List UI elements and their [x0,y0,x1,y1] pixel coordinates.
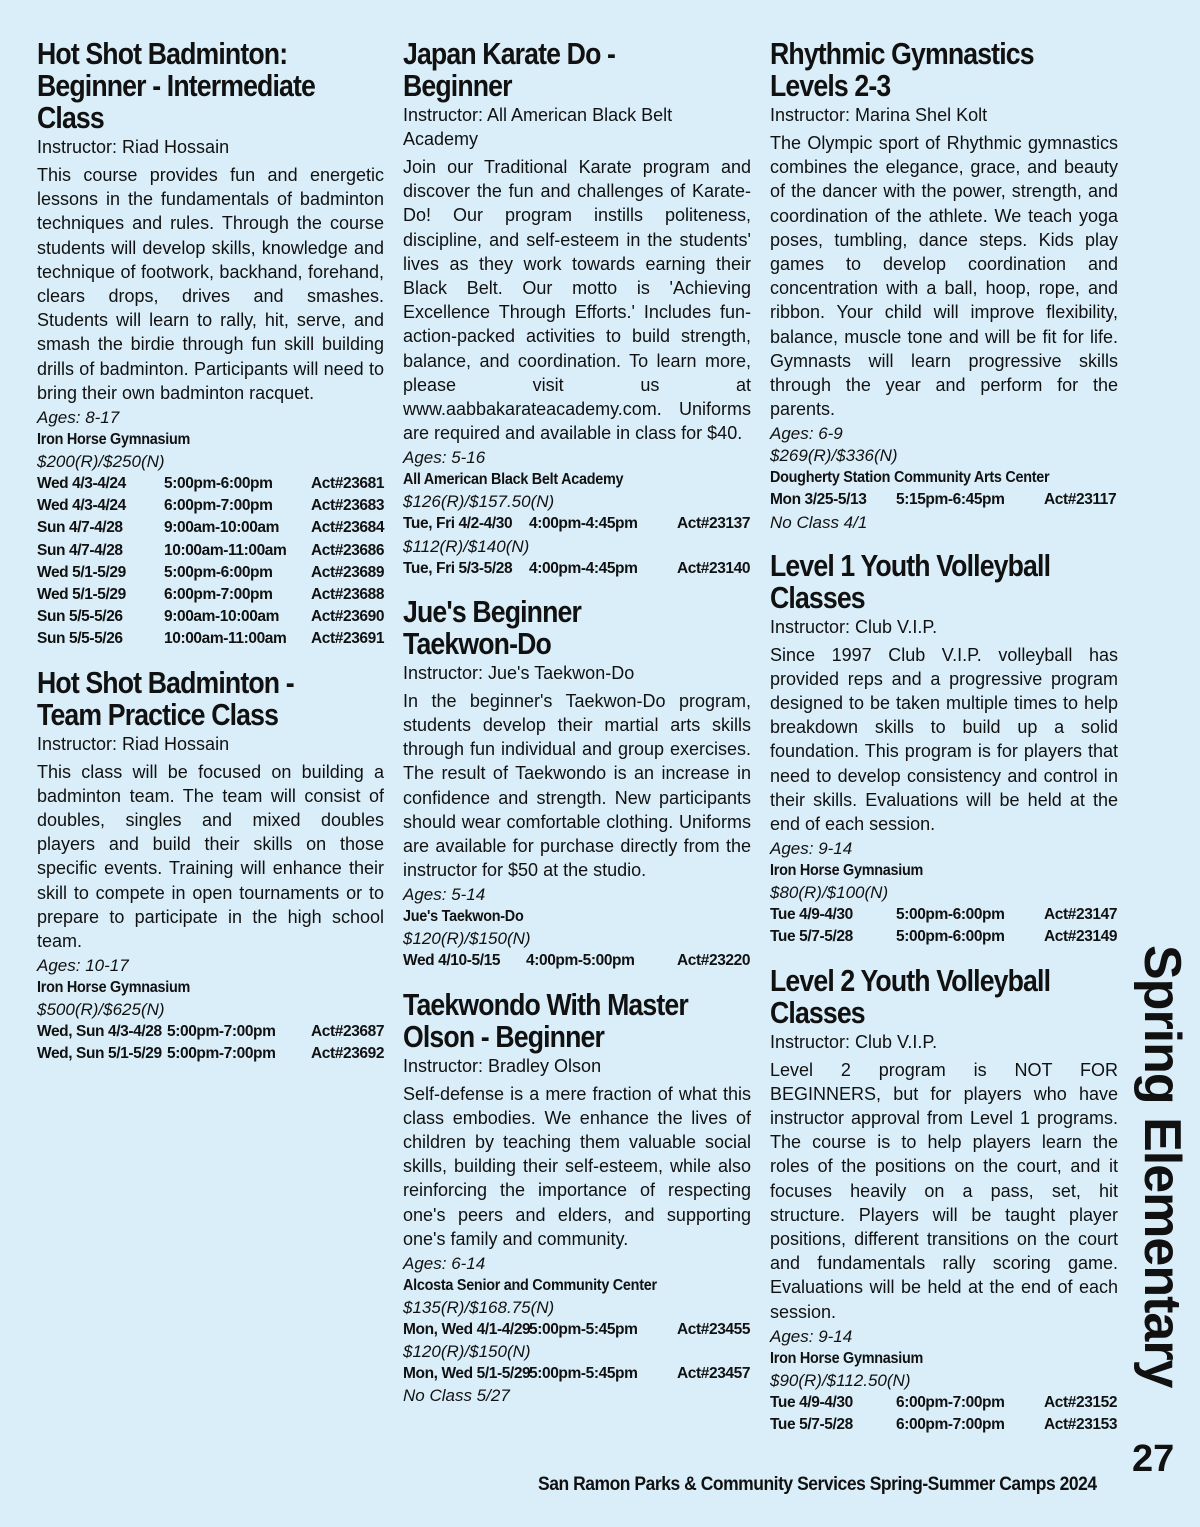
schedule-act: Act#23687 [311,1023,385,1041]
schedule-days: Wed 4/10-5/15 [403,952,501,970]
class-title-line: Class [37,100,104,135]
class-title-line: Level 1 Youth Volleyball [770,547,1051,583]
schedule-row [37,495,384,517]
price: $135(R)/$168.75(N) [403,1298,555,1318]
schedule-row [770,1392,1118,1414]
class-title-line: Jue's Beginner [403,593,582,629]
class-listing [37,38,384,651]
schedule-row [37,562,384,584]
schedule-act: Act#23684 [311,519,385,537]
schedule-days: Wed, Sun 5/1-5/29 [37,1045,162,1063]
schedule-row [37,517,384,539]
schedule-time: 10:00am-11:00am [164,630,287,648]
schedule-days: Sun 5/5-5/26 [37,608,123,626]
schedule-days: Tue 4/9-4/30 [770,1393,853,1411]
schedule-row [403,1319,751,1341]
price: $500(R)/$625(N) [37,1000,165,1020]
schedule-time: 10:00am-11:00am [164,541,287,559]
class-description: Level 2 program is NOT FOR BEGINNERS, but for players who have instructor approval from Level 1 programs. The course is to help players learn the roles of the positions on the court, and it focuses heavily on a pass, set, hit structure. Players will be taught player positions, different transitions on the court and fundamentals rally scoring game. Evaluations will be held at the end of each session. [770,1059,1118,1322]
instructor: Instructor: Riad Hossain [37,137,230,157]
schedule-row [37,1021,384,1043]
schedule-act: Act#23688 [311,585,385,603]
class-title-line: Team Practice Class [37,696,279,732]
schedule-row [37,628,384,650]
column-1 [37,38,384,1066]
class-title-line: Hot Shot Badminton - [37,664,294,700]
schedule-time: 4:00pm-4:45pm [529,559,638,577]
location: Alcosta Senior and Community Center [403,1277,657,1295]
schedule-act: Act#23692 [311,1045,385,1063]
class-title-line: Olson - Beginner [403,1018,605,1054]
class-title [403,38,750,102]
ages: Ages: 6-9 [770,424,843,444]
schedule-time: 5:00pm-7:00pm [167,1045,276,1063]
class-title-line: Taekwondo With Master [403,986,688,1022]
schedule-days: Sun 5/5-5/26 [37,630,123,648]
class-title [37,38,383,134]
schedule-days: Wed, Sun 4/3-4/28 [37,1023,162,1041]
class-description: In the beginner's Taekwon-Do program, students develop their martial arts skills through fun individual and group exercises. The result of Taekwondo is an increase in confidence and strength. New participants should wear comfortable clothing. Uniforms are available for purchase directly from the instructor for $50 at the studio. [403,690,751,881]
class-description: Since 1997 Club V.I.P. volleyball has provided reps and a progressive program designed to be taken multiple times to help breakdown skills to build up a solid foundation. This program is for players that need to develop consistency and control in their skills. Evaluations will be held at the end of each session. [770,644,1118,835]
instructor: Instructor: Jue's Taekwon-Do [403,662,635,683]
schedule-days: Wed 4/3-4/24 [37,475,126,493]
schedule-row [770,489,1118,511]
ages: Ages: 9-14 [770,839,853,859]
schedule-row [403,513,751,535]
class-description: This course provides fun and energetic lessons in the fundamentals of badminton techniques and rules. Through the course students will develop skills, knowledge and technique of footwork, backhand, forehand, clears drops, drives and smashes. Students will learn to rally, hit, serve, and smash the birdie through fun skill building drills of badminton. Participants will need to bring their own badminton racquet. [37,165,384,403]
schedule-time: 5:00pm-6:00pm [896,906,1005,924]
schedule-days: Tue 4/9-4/30 [770,906,853,924]
class-title-line: Beginner [403,68,512,103]
instructor: Instructor: Riad Hossain [37,733,230,754]
schedule-act: Act#23137 [677,515,751,533]
schedule-time: 5:00pm-6:00pm [896,928,1005,946]
location: Iron Horse Gymnasium [37,431,191,449]
class-title-line: Levels 2-3 [770,68,891,103]
schedule-time: 4:00pm-4:45pm [529,515,638,533]
class-description: The Olympic sport of Rhythmic gymnastics combines the elegance, grace, and beauty of the dancer with the power, strength, and coordination of the athlete. We teach yoga poses, tumbling, dance steps. Kids play games to develop coordination and concentration with a ball, hoop, rope, and ribbon. Your child will improve flexibility, balance, muscle tone and will be fit for life. Gymnasts will learn progressive skills through the year and perform for the parents. [770,133,1118,420]
schedule-time: 5:15pm-6:45pm [896,491,1005,509]
ages: Ages: 5-14 [403,885,486,905]
instructor: Instructor: Marina Shel Kolt [770,105,988,125]
schedule-act: Act#23686 [311,541,385,559]
schedule-row [403,558,751,580]
schedule-act: Act#23455 [677,1321,751,1339]
column-3 [770,38,1118,1436]
schedule-act: Act#23153 [1044,1416,1118,1434]
location: Iron Horse Gymnasium [37,979,191,997]
schedule-days: Wed 5/1-5/29 [37,563,126,581]
schedule-time: 5:00pm-7:00pm [167,1023,276,1041]
schedule-row [403,950,751,972]
schedule-time: 6:00pm-7:00pm [896,1416,1005,1434]
page-footer: San Ramon Parks & Community Services Spring-Summer Camps 2024 [538,1474,1097,1495]
class-title [770,547,1117,615]
schedule-act: Act#23689 [311,563,385,581]
schedule-time: 9:00am-10:00am [164,519,280,537]
column-2 [403,38,751,1407]
class-title [770,962,1117,1030]
class-title [403,986,750,1054]
class-title-line: Rhythmic Gymnastics [770,36,1034,71]
schedule-act: Act#23683 [311,497,385,515]
schedule-act: Act#23681 [311,475,385,493]
class-description: Self-defense is a mere fraction of what this class embodies. We enhance the lives of children by teaching them valuable social skills, building their self-esteem, while also reinforcing the importance of respecting one's peers and elders, and supporting one's family and community. [403,1083,751,1249]
class-listing [403,38,751,580]
schedule-act: Act#23691 [311,630,385,648]
class-listing [403,973,751,1408]
schedule-time: 5:00pm-6:00pm [164,563,273,581]
class-title-line: Classes [770,579,865,615]
schedule-act: Act#23220 [677,952,751,970]
schedule-time: 6:00pm-7:00pm [164,585,273,603]
schedule-days: Mon, Wed 4/1-4/29 [403,1321,531,1339]
price: $80(R)/$100(N) [770,883,889,903]
schedule-row [37,606,384,628]
schedule-days: Sun 4/7-4/28 [37,519,123,537]
class-title [403,593,750,661]
ages: Ages: 6-14 [403,1254,486,1274]
schedule-act: Act#23152 [1044,1393,1118,1411]
class-title-line: Japan Karate Do - [403,36,616,71]
price: $120(R)/$150(N) [403,929,531,949]
schedule-act: Act#23140 [677,559,751,577]
instructor: Instructor: All American Black Belt Academy [403,105,673,149]
instructor: Instructor: Bradley Olson [403,1055,602,1076]
schedule-days: Wed 5/1-5/29 [37,585,126,603]
schedule-days: Tue, Fri 4/2-4/30 [403,515,513,533]
schedule-days: Tue, Fri 5/3-5/28 [403,559,513,577]
class-title-line: Beginner - Intermediate [37,68,315,103]
schedule-days: Mon 3/25-5/13 [770,491,867,509]
location: Iron Horse Gymnasium [770,862,924,880]
ages: Ages: 9-14 [770,1326,853,1346]
class-listing [770,534,1118,949]
ages: Ages: 8-17 [37,408,120,428]
class-listing [403,580,751,973]
section-side-tab: Spring Elementary [1133,945,1191,1388]
class-listing [770,38,1118,534]
class-title-line: Level 2 Youth Volleyball [770,962,1051,998]
price: $269(R)/$336(N) [770,446,898,466]
schedule-time: 5:00pm-6:00pm [164,475,273,493]
schedule-time: 6:00pm-7:00pm [896,1393,1005,1411]
schedule-act: Act#23690 [311,608,385,626]
schedule-days: Tue 5/7-5/28 [770,1416,853,1434]
schedule-days: Tue 5/7-5/28 [770,928,853,946]
schedule-row [37,540,384,562]
schedule-act: Act#23149 [1044,928,1118,946]
price: $112(R)/$140(N) [403,536,530,556]
class-listing [37,651,384,1066]
schedule-note: No Class 4/1 [770,512,868,532]
schedule-row [770,904,1118,926]
class-description: This class will be focused on building a badminton team. The team will consist of doubles, singles and mixed doubles players and build their skills on those specific events. Training will enhance their skill to compete in open tournaments or to prepare to participate in the high school team. [37,761,384,951]
price: $126(R)/$157.50(N) [403,492,555,512]
schedule-time: 5:00pm-5:45pm [529,1365,638,1383]
schedule-row [770,926,1118,948]
price: $90(R)/$112.50(N) [770,1370,911,1390]
schedule-days: Wed 4/3-4/24 [37,497,126,515]
schedule-time: 6:00pm-7:00pm [164,497,273,515]
schedule-row [37,473,384,495]
schedule-days: Mon, Wed 5/1-5/29 [403,1365,531,1383]
class-description: Join our Traditional Karate program and discover the fun and challenges of Karate-Do! Our program instills politeness, discipline, and self-esteem in the students' lives as they work towards earning their Black Belt. Our motto is 'Achieving Excellence Through Efforts.' Includes fun-action-packed activities to build strength, balance, and coordination. To learn more, please visit us at www.aabbakarateacademy.com. Uniforms are required and available in class for $40. [403,157,751,444]
schedule-time: 9:00am-10:00am [164,608,280,626]
price: $200(R)/$250(N) [37,452,165,472]
location: Iron Horse Gymnasium [770,1349,924,1367]
instructor: Instructor: Club V.I.P. [770,1031,938,1052]
page-number: 27 [1132,1438,1175,1480]
schedule-row [37,1043,384,1065]
schedule-days: Sun 4/7-4/28 [37,541,123,559]
schedule-row [770,1414,1118,1436]
schedule-row [403,1363,751,1385]
schedule-act: Act#23457 [677,1365,751,1383]
location: All American Black Belt Academy [403,471,624,489]
location: Jue's Taekwon-Do [403,908,524,926]
schedule-act: Act#23147 [1044,906,1118,924]
class-listing [770,949,1118,1437]
schedule-time: 5:00pm-5:45pm [529,1321,638,1339]
ages: Ages: 10-17 [37,956,129,976]
price: $120(R)/$150(N) [403,1342,531,1362]
schedule-row [37,584,384,606]
ages: Ages: 5-16 [403,448,486,468]
instructor: Instructor: Club V.I.P. [770,616,938,637]
schedule-time: 4:00pm-5:00pm [526,952,635,970]
schedule-note: No Class 5/27 [403,1386,510,1406]
class-title-line: Classes [770,994,865,1030]
class-title-line: Hot Shot Badminton: [37,36,288,71]
class-title-line: Taekwon-Do [403,625,551,661]
schedule-act: Act#23117 [1044,491,1117,509]
class-title [37,664,383,732]
location: Dougherty Station Community Arts Center [770,469,1050,487]
class-title [770,38,1117,102]
